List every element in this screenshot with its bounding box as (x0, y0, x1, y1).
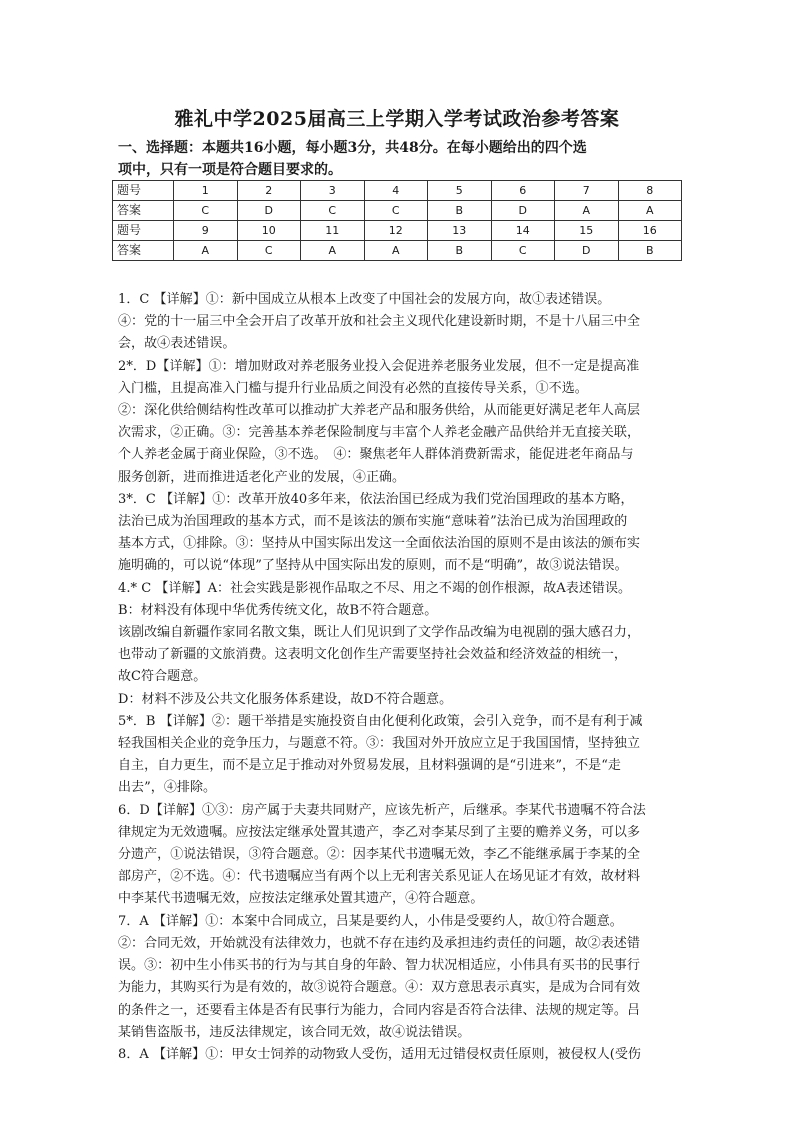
explanation-line: ②：深化供给侧结构性改革可以推动扩大养老产品和服务供给，从而能更好满足老年人高层 (118, 403, 641, 419)
explanation-line: 法治已成为治国理政的基本方式，而不是该法的颁布实施“意味着”法治已成为治国理政的 (118, 514, 628, 530)
explanation-line: 2*．D【详解】①：增加财政对养老服务业投入会促进养老服务业发展，但不一定是提高准 (118, 358, 640, 374)
answer-cell: A (301, 241, 365, 261)
answer-cell: C (301, 201, 365, 221)
explanation-line: 个人养老金属于商业保险，③不选。 ④：聚焦老年人群体消费新需求，能促进老年商品与 (118, 447, 634, 463)
answer-cell: D (491, 201, 555, 221)
explanation-line: 次需求，②正确。③：完善基本养老保险制度与丰富个人养老金融产品供给并无直接关联， (118, 425, 641, 441)
explanation-line: 的条件之一，还要看主体是否有民事行为能力，合同内容是否符合法律、法规的规定等。吕 (118, 1002, 641, 1018)
explanation-line: 故C符合题意。 (118, 669, 207, 685)
question-number: 9 (174, 221, 238, 241)
question-number-row (113, 181, 682, 201)
explanation-line: ④：党的十一届三中全会开启了改革开放和社会主义现代化建设新时期，不是十八届三中全 (118, 314, 641, 330)
answer-row (113, 241, 682, 261)
explanation-body (118, 289, 690, 1066)
explanation-line: 入门槛，且提高准入门槛与提升行业品质之间没有必然的直接传导关系，①不选。 (118, 380, 588, 396)
answer-cell: C (237, 241, 301, 261)
explanation-line: 服务创新，进而推进适老化产业的发展，④正确。 (118, 469, 406, 485)
question-number: 13 (428, 221, 492, 241)
answer-cell: B (618, 241, 682, 261)
answer-cell: C (174, 201, 238, 221)
explanation-line: 6．D【详解】①③：房产属于夫妻共同财产，应该先析产，后继承。李某代书遗嘱不符合法 (118, 802, 646, 818)
question-number: 3 (301, 181, 365, 201)
question-number: 1 (174, 181, 238, 201)
section-heading-line: 一、选择题：本题共16小题，每小题3分，共48分。在每小题给出的四个选 (118, 140, 587, 156)
question-number: 8 (618, 181, 682, 201)
explanation-line: 该剧改编自新疆作家同名散文集，既让人们见识到了文学作品改编为电视剧的强大感召力， (118, 625, 641, 641)
question-number: 11 (301, 221, 365, 241)
section-heading-line: 项中，只有一项是符合题目要求的。 (118, 162, 342, 178)
answer-cell: C (491, 241, 555, 261)
explanation-line: 3*．C 【详解】①：改革开放40多年来，依法治国已经成为我们党治国理政的基本方略， (118, 491, 634, 507)
answer-cell: A (555, 201, 619, 221)
answer-cell: D (237, 201, 301, 221)
explanation-line: 分遗产，①说法错误，③符合题意。②：因李某代书遗嘱无效，李乙不能继承属于李某的全 (118, 847, 641, 863)
explanation-line: 会，故④表述错误。 (118, 336, 236, 352)
question-number-row (113, 221, 682, 241)
question-number: 2 (237, 181, 301, 201)
answer-cell: A (618, 201, 682, 221)
question-number: 4 (364, 181, 428, 201)
explanation-line: 自主，自力更生，而不是立足于推动对外贸易发展，且材料强调的是“引进来”，不是“走 (118, 758, 621, 774)
question-number: 6 (491, 181, 555, 201)
row-label: 题号 (113, 221, 174, 241)
question-number: 14 (491, 221, 555, 241)
question-number: 5 (428, 181, 492, 201)
explanation-line: 中李某代书遗嘱无效，应按法定继承处置其遗产，④符合题意。 (118, 891, 484, 907)
row-label: 答案 (113, 241, 174, 261)
question-number: 10 (237, 221, 301, 241)
answer-table (112, 180, 682, 261)
answer-cell: C (364, 201, 428, 221)
answer-cell: B (428, 241, 492, 261)
explanation-line: 5*．B 【详解】②：题干举措是实施投资自由化便利化政策，会引入竞争，而不是有利于减 (118, 713, 643, 729)
question-number: 15 (555, 221, 619, 241)
answer-cell: D (555, 241, 619, 261)
explanation-line: 误。③：初中生小伟买书的行为与其自身的年龄、智力状况相适应，小伟具有买书的民事行 (118, 958, 641, 974)
answer-cell: B (428, 201, 492, 221)
answer-row (113, 201, 682, 221)
explanation-line: 轻我国相关企业的竞争压力，与题意不符。③：我国对外开放应立足于我国国情，坚持独立 (118, 736, 641, 752)
explanation-line: 施明确的，可以说“体现”了坚持从中国实际出发的原则，而不是“明确”，故③说法错误。 (118, 558, 628, 574)
explanation-line: 7．A 【详解】①：本案中合同成立，吕某是要约人，小伟是受要约人，故①符合题意。 (118, 913, 623, 929)
explanation-line: 基本方式，①排除。③：坚持从中国实际出发这一全面依法治国的原则不是由该法的颁布实 (118, 536, 641, 552)
explanation-line: 8．A 【详解】①：甲女士饲养的动物致人受伤，适用无过错侵权责任原则，被侵权人(受伤 (118, 1046, 641, 1062)
explanation-line: 部房产，②不选。④：代书遗嘱应当有两个以上无利害关系见证人在场见证才有效，故材料 (118, 869, 641, 885)
explanation-line: 出去”，④排除。 (118, 780, 217, 796)
row-label: 答案 (113, 201, 174, 221)
explanation-line: 为能力，其购买行为是有效的，故③说符合题意。④：双方意思表示真实，是成为合同有效 (118, 980, 641, 996)
row-label: 题号 (113, 181, 174, 201)
question-number: 16 (618, 221, 682, 241)
page-title: 雅礼中学2025届高三上学期入学考试政治参考答案 (174, 108, 620, 130)
section-heading (118, 137, 698, 181)
answer-cell: A (174, 241, 238, 261)
explanation-line: B：材料没有体现中华优秀传统文化，故B不符合题意。 (118, 602, 438, 618)
explanation-line: 律规定为无效遗嘱。应按法定继承处置其遗产，李乙对李某尽到了主要的赡养义务，可以多 (118, 824, 641, 840)
explanation-line: 4.* C 【详解】A：社会实践是影视作品取之不尽、用之不竭的创作根源，故A表述错误。 (118, 580, 632, 596)
explanation-line: 也带动了新疆的文旅消费。这表明文化创作生产需要坚持社会效益和经济效益的相统一， (118, 647, 627, 663)
question-number: 7 (555, 181, 619, 201)
question-number: 12 (364, 221, 428, 241)
explanation-line: D：材料不涉及公共文化服务体系建设，故D不符合题意。 (118, 691, 453, 707)
explanation-line: 1．C 【详解】①：新中国成立从根本上改变了中国社会的发展方向，故①表述错误。 (118, 292, 611, 307)
explanation-line: 某销售盗版书，违反法律规定，该合同无效，故④说法错误。 (118, 1024, 471, 1040)
answer-cell: A (364, 241, 428, 261)
explanation-line: ②：合同无效，开始就没有法律效力，也就不存在违约及承担违约责任的问题，故②表述错 (118, 935, 641, 951)
